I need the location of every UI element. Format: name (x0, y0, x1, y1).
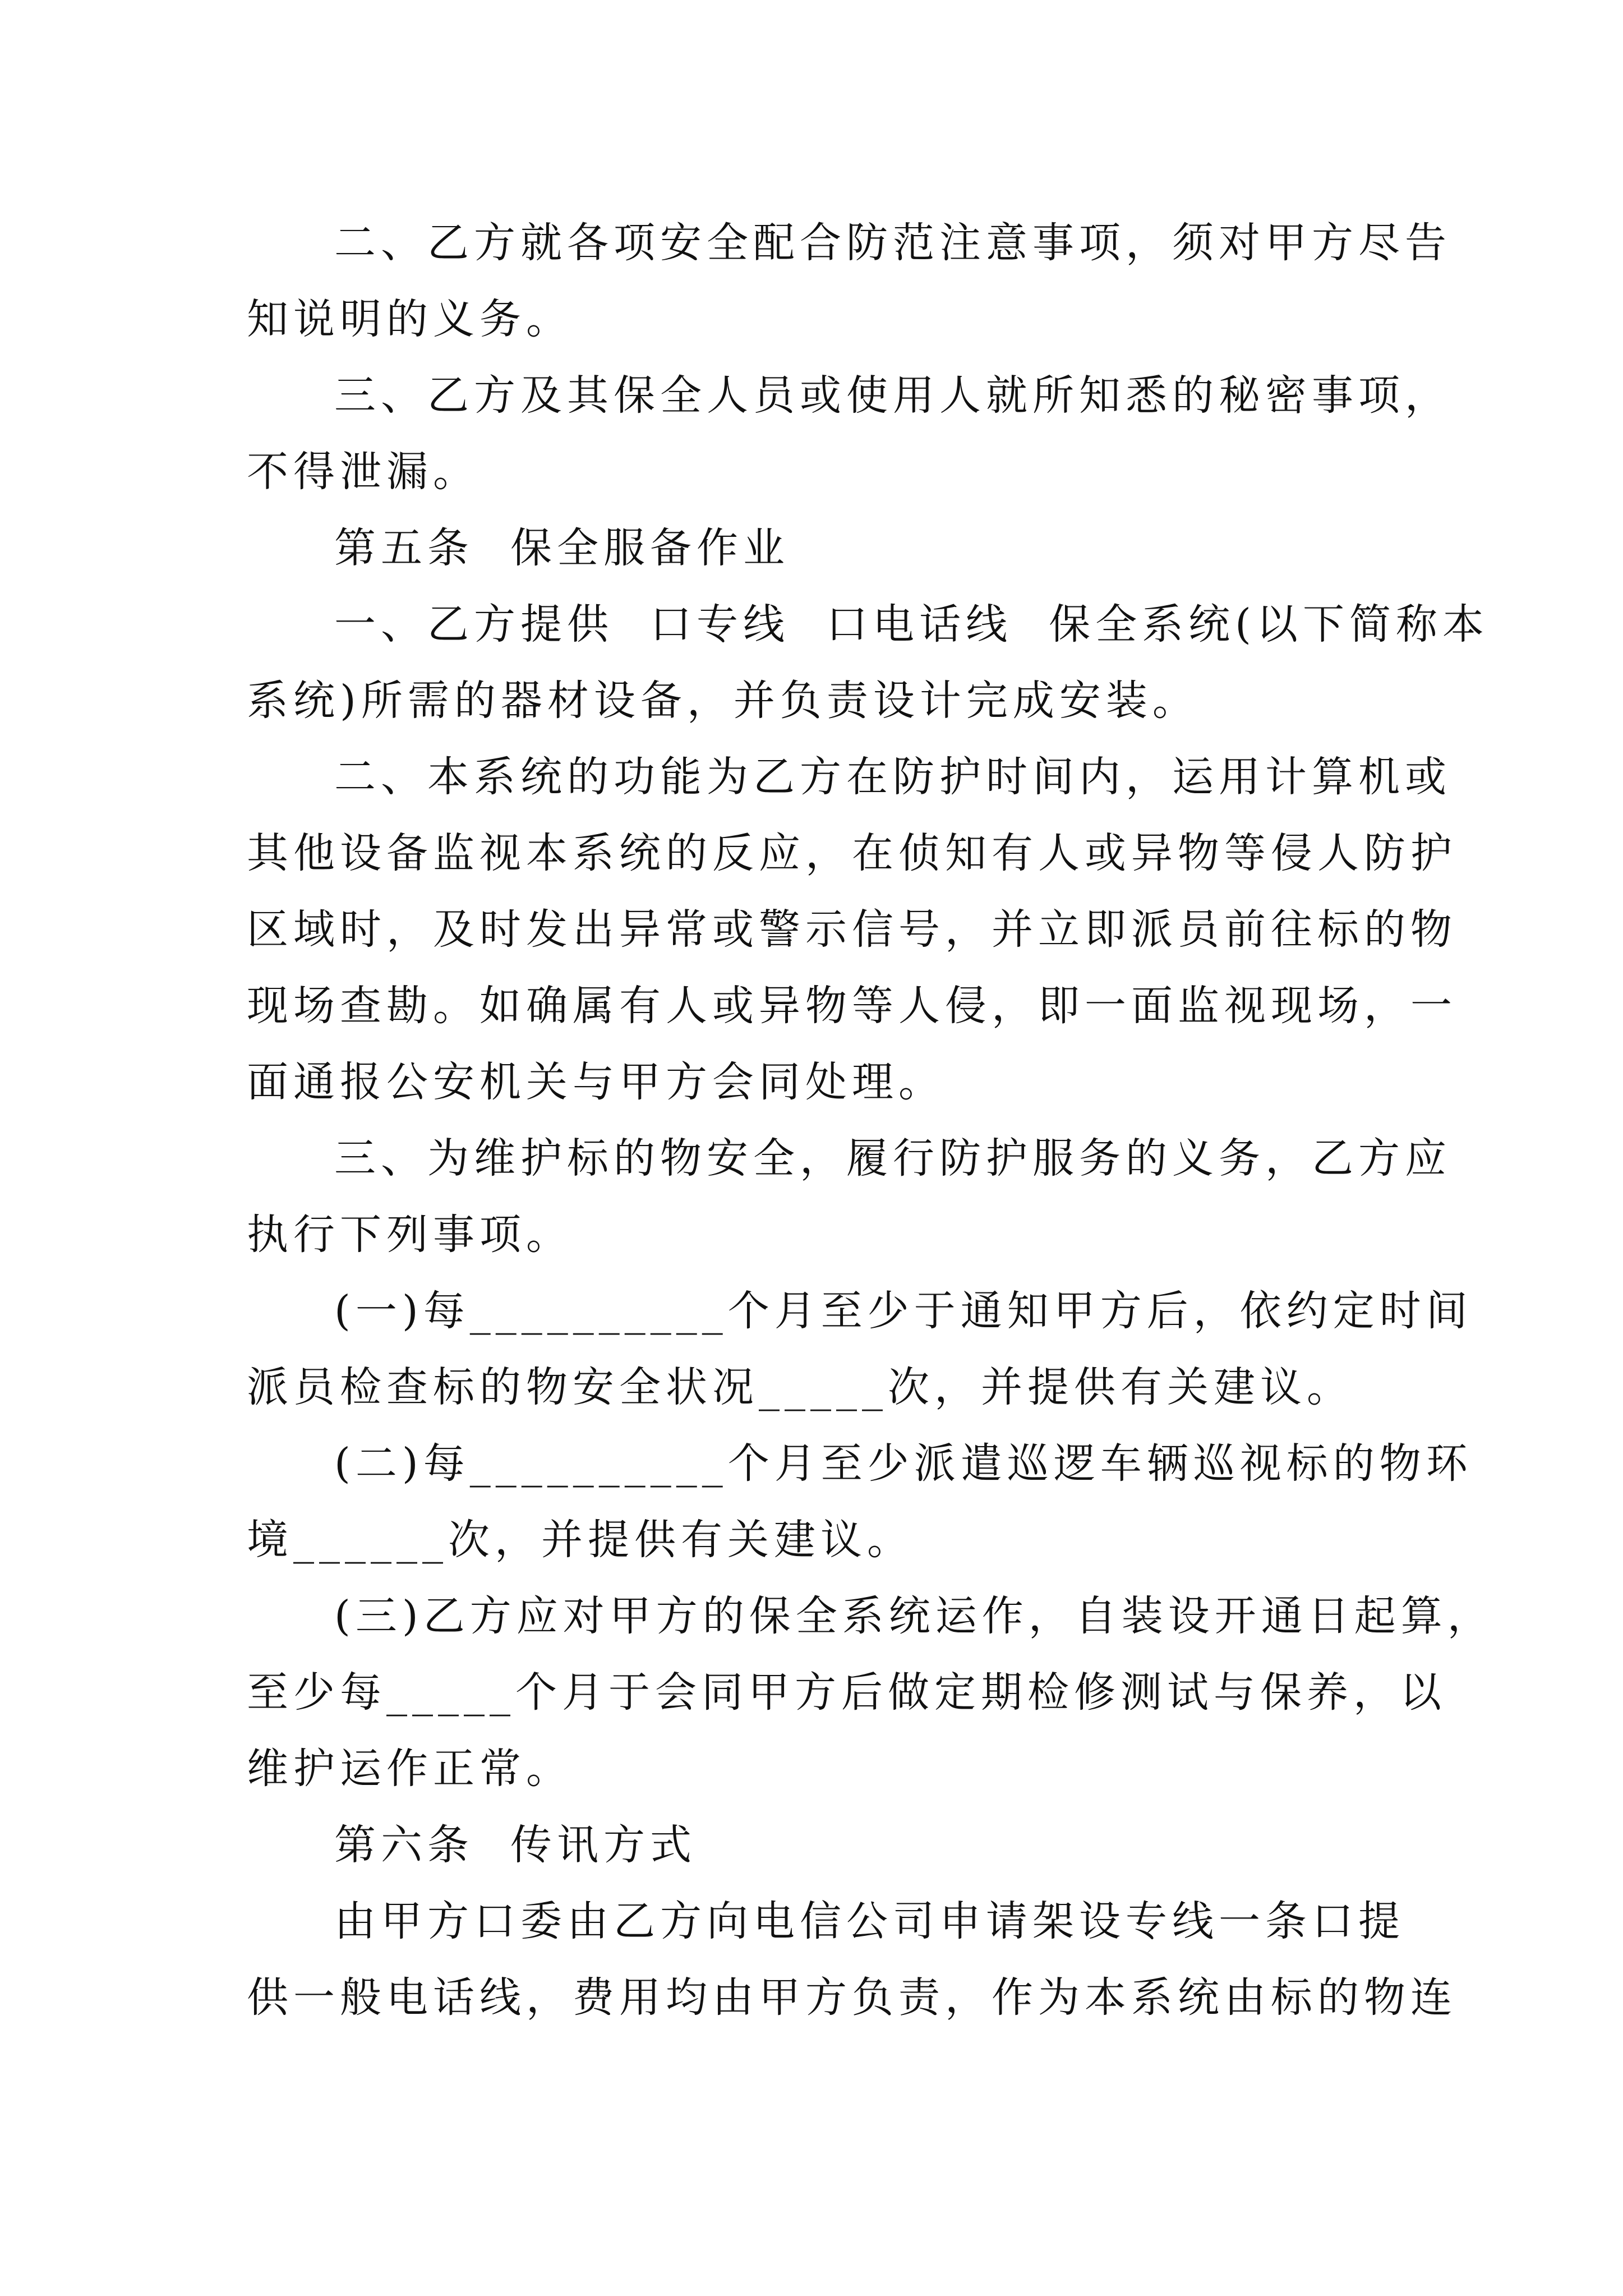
paragraph-line: 执行下列事项。 (247, 1211, 573, 1259)
paragraph-line: 三、乙方及其保全人员或使用人就所知悉的秘密事项， (334, 371, 1451, 420)
paragraph-line: 二、乙方就各项安全配合防范注意事项，须对甲方尽告 (334, 219, 1451, 267)
paragraph-line: 供一般电话线，费用均由甲方负责，作为本系统由标的物连 (247, 1973, 1457, 2022)
paragraph-line: 一、乙方提供 口专线 口电话线 保全系统(以下简称本 (334, 600, 1490, 648)
paragraph-line: 现场查勘。如确属有人或异物等人侵，即一面监视现场，一 (247, 982, 1457, 1030)
paragraph-line: 系统)所需的器材设备，并负责设计完成安装。 (247, 677, 1199, 725)
paragraph-line: 面通报公安机关与甲方会同处理。 (247, 1058, 945, 1106)
paragraph-line: 区域时，及时发出异常或警示信号，并立即派员前往标的物 (247, 905, 1457, 954)
paragraph-line: 三、为维护标的物安全，履行防护服务的义务，乙方应 (334, 1134, 1451, 1182)
paragraph-line: 由甲方口委由乙方向电信公司申请架设专线一条口提 (334, 1897, 1405, 1945)
paragraph-line: 二、本系统的功能为乙方在防护时间内，运用计算机或 (334, 753, 1451, 801)
paragraph-line: 派员检查标的物安全状况_____次，并提供有关建议。 (247, 1363, 1353, 1411)
section-heading: 第五条 保全服备作业 (334, 524, 790, 572)
paragraph-line: 其他设备监视本系统的反应，在侦知有人或异物等侵人防护 (247, 829, 1457, 877)
paragraph-line: 知说明的义务。 (247, 295, 573, 343)
paragraph-line: 境______次，并提供有关建议。 (247, 1516, 914, 1564)
paragraph-line: (三)乙方应对甲方的保全系统运作，自装设开通日起算， (334, 1592, 1494, 1640)
paragraph-line: (二)每__________个月至少派遣巡逻车辆巡视标的物环 (334, 1439, 1473, 1488)
section-heading: 第六条 传讯方式 (334, 1821, 697, 1869)
paragraph-line: 不得泄漏。 (247, 448, 479, 496)
paragraph-line: 至少每_____个月于会同甲方后做定期检修测试与保养，以 (247, 1668, 1446, 1717)
paragraph-line: (一)每__________个月至少于通知甲方后，依约定时间 (334, 1287, 1473, 1335)
paragraph-line: 维护运作正常。 (247, 1745, 573, 1793)
